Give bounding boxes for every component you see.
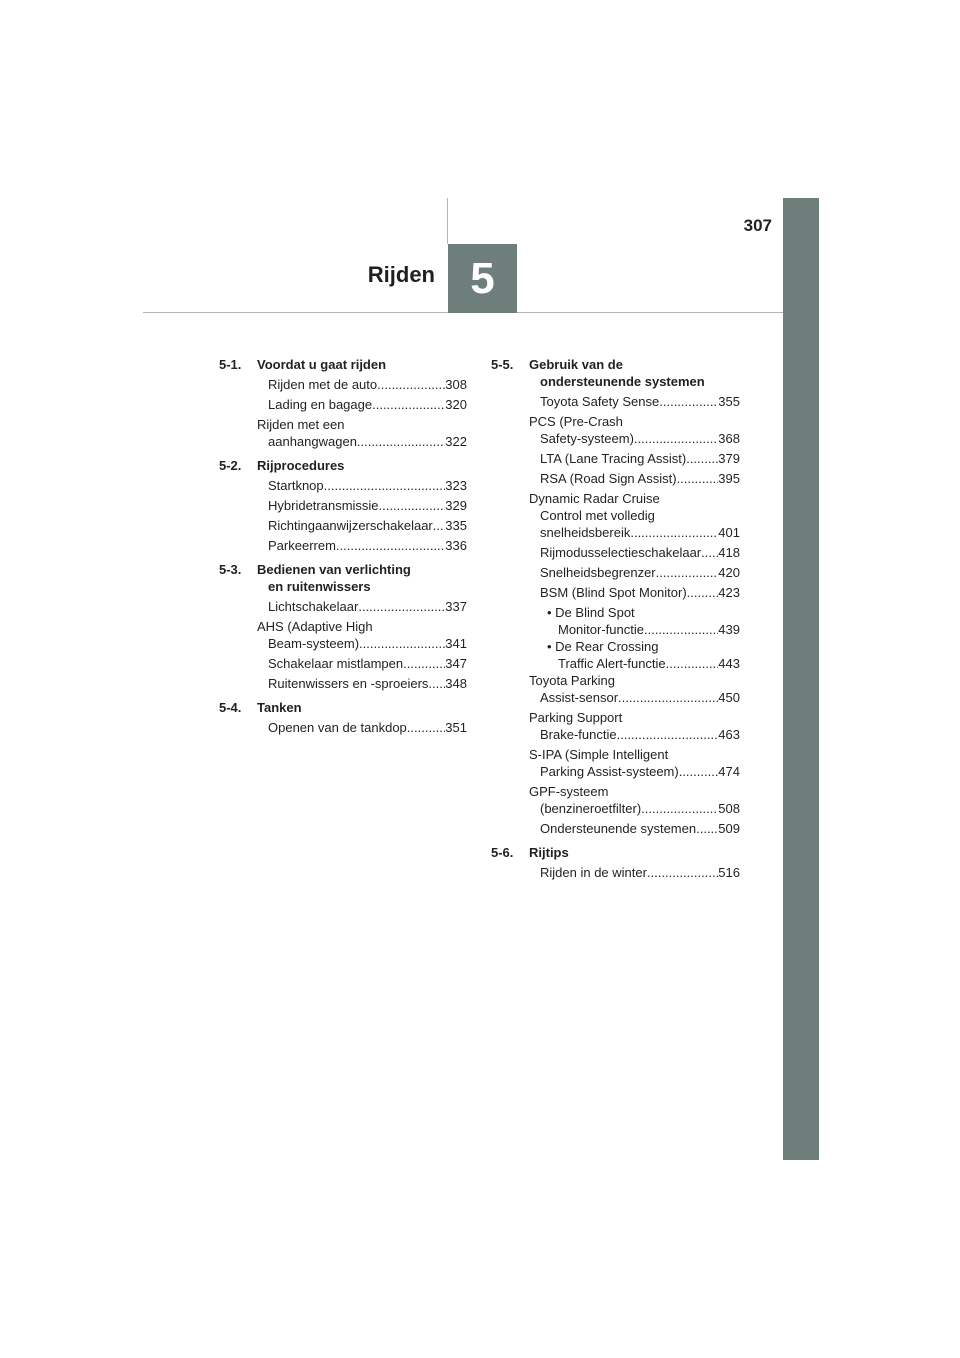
toc-entry-line <box>540 820 740 837</box>
toc-entry[interactable] <box>491 470 740 487</box>
toc-entry[interactable] <box>219 655 467 672</box>
toc-entry-page: 323 <box>445 478 467 493</box>
leader-dots <box>666 655 719 672</box>
toc-entry-page: 336 <box>445 538 467 553</box>
toc-entry[interactable] <box>491 820 740 837</box>
toc-entry-text <box>257 416 467 450</box>
toc-entry-prefix: Parking Support <box>529 710 623 725</box>
toc-entry[interactable] <box>219 618 467 652</box>
toc-section <box>491 844 740 881</box>
leader-dots <box>357 433 445 450</box>
toc-entry-label: Ondersteunende systemen <box>540 821 697 836</box>
toc-entry-line <box>268 655 467 672</box>
toc-entry-page: 329 <box>445 498 467 513</box>
toc-entry-page: 508 <box>718 801 740 816</box>
chapter-title: Rijden <box>367 262 435 287</box>
toc-entry-prefix: GPF-systeem <box>529 784 609 799</box>
section-number: 5-6. <box>491 845 514 860</box>
toc-entry-text <box>529 746 740 780</box>
toc-entry-line <box>540 450 740 467</box>
toc-entry[interactable] <box>491 490 740 541</box>
toc-entry-text <box>257 598 467 615</box>
toc-entry-label: Beam-systeem) <box>268 636 360 651</box>
toc-section <box>491 356 740 837</box>
toc-entry[interactable] <box>491 450 740 467</box>
toc-entry-text <box>538 638 740 672</box>
toc-section <box>219 356 467 450</box>
toc-entry-text <box>529 544 740 561</box>
toc-entry-line <box>540 430 740 447</box>
toc-entry-label: Lichtschakelaar <box>268 599 359 614</box>
toc-entry-text <box>529 783 740 817</box>
leader-dots <box>403 655 445 672</box>
toc-entry-label: Ruitenwissers en -sproeiers <box>268 676 429 691</box>
toc-section <box>219 561 467 692</box>
toc-entry-page: 401 <box>718 525 740 540</box>
toc-entry-line <box>540 470 740 487</box>
toc-entry-line <box>268 517 467 534</box>
toc-entry-text <box>529 864 740 881</box>
leader-dots <box>372 396 445 413</box>
toc-entry-line <box>540 726 740 743</box>
toc-entry[interactable] <box>491 564 740 581</box>
toc-entry[interactable] <box>491 604 740 638</box>
section-title: Rijtips <box>529 845 569 860</box>
toc-entry[interactable] <box>491 783 740 817</box>
section-heading <box>219 457 467 474</box>
leader-dots <box>677 470 719 487</box>
section-title: Voordat u gaat rijden <box>257 357 387 372</box>
toc-section <box>219 699 467 736</box>
toc-entry-text <box>529 672 740 706</box>
toc-entry-text <box>538 604 740 638</box>
toc-entry-page: 474 <box>718 764 740 779</box>
leader-dots <box>379 497 446 514</box>
toc-entry[interactable] <box>491 584 740 601</box>
toc-entry-line <box>540 393 740 410</box>
leader-dots <box>377 376 445 393</box>
toc-entry-text <box>529 820 740 837</box>
toc-entry-label: Traffic Alert-functie <box>558 656 666 671</box>
toc-entry-label: Openen van de tankdop <box>268 720 407 735</box>
toc-entry-page: 320 <box>445 397 467 412</box>
leader-dots <box>641 800 718 817</box>
leader-dots <box>358 598 445 615</box>
toc-entry-text <box>529 413 740 447</box>
toc-entry[interactable] <box>219 497 467 514</box>
toc-entry[interactable] <box>491 864 740 881</box>
toc-entry-label: Schakelaar mistlampen <box>268 656 404 671</box>
toc-entry-text <box>529 490 740 541</box>
toc-entry-text <box>529 393 740 410</box>
section-heading <box>491 356 740 390</box>
toc-entry-line <box>540 689 740 706</box>
toc-entry-prefix: Rijden met een <box>257 417 345 432</box>
toc-entry-label: snelheidsbereik <box>540 525 631 540</box>
section-title: Tanken <box>257 700 302 715</box>
toc-entry-text <box>257 675 467 692</box>
section-title: Gebruik van de ondersteunende systemen <box>529 357 705 389</box>
toc-entry-page: 395 <box>718 471 740 486</box>
toc-entry-text <box>257 396 467 413</box>
toc-entry-label: Safety-systeem) <box>540 431 634 446</box>
toc-entry[interactable] <box>491 393 740 410</box>
toc-entry-page: 516 <box>718 865 740 880</box>
toc-entry-label: BSM (Blind Spot Monitor) <box>540 585 687 600</box>
toc-entry-label: (benzineroetfilter) <box>540 801 642 816</box>
section-number: 5-1. <box>219 357 242 372</box>
toc-entry-prefix: Dynamic Radar Cruise Control met volledig <box>529 491 660 523</box>
toc-entry-text <box>257 655 467 672</box>
toc-entry-page: 450 <box>718 690 740 705</box>
toc-entry[interactable] <box>491 544 740 561</box>
toc-entry[interactable] <box>219 396 467 413</box>
toc-entry-prefix: Toyota Parking <box>529 673 615 688</box>
toc-entry-page: 509 <box>718 821 740 836</box>
toc-entry-page: 348 <box>445 676 467 691</box>
toc-entry-line <box>268 719 467 736</box>
leader-dots <box>647 864 718 881</box>
toc-entry-label: Toyota Safety Sense <box>540 394 660 409</box>
toc-entry[interactable] <box>219 477 467 494</box>
toc-entry-prefix: S-IPA (Simple Intelligent <box>529 747 669 762</box>
toc-entry-text <box>529 709 740 743</box>
leader-dots <box>659 393 718 410</box>
toc-entry-label: Rijmodusselectieschakelaar <box>540 545 702 560</box>
toc-entry-line <box>268 433 467 450</box>
toc-entry-label: Rijden met de auto <box>268 377 378 392</box>
toc-entry-text <box>529 584 740 601</box>
toc-entry-prefix: • De Rear Crossing <box>547 639 659 654</box>
section-heading <box>491 844 740 861</box>
toc-left-column <box>219 356 467 743</box>
toc-entry-prefix: AHS (Adaptive High <box>257 619 373 634</box>
toc-entry-label: Brake-functie <box>540 727 617 742</box>
toc-entry[interactable] <box>491 672 740 706</box>
leader-dots <box>407 719 446 736</box>
toc-section <box>219 457 467 554</box>
toc-entry-text <box>257 497 467 514</box>
toc-entry-line <box>268 497 467 514</box>
leader-dots <box>679 763 719 780</box>
toc-entry-page: 420 <box>718 565 740 580</box>
toc-entry[interactable] <box>491 746 740 780</box>
section-heading <box>219 561 467 595</box>
toc-entry[interactable] <box>219 598 467 615</box>
toc-entry-page: 337 <box>445 599 467 614</box>
leader-dots <box>644 621 718 638</box>
toc-entry-page: 322 <box>445 434 467 449</box>
toc-entry-page: 423 <box>718 585 740 600</box>
leader-dots <box>656 564 719 581</box>
toc-entry-label: Assist-sensor <box>540 690 619 705</box>
toc-entry-text <box>257 517 467 534</box>
leader-dots <box>696 820 718 837</box>
toc-entry-label: Startknop <box>268 478 324 493</box>
toc-entry-line <box>558 655 740 672</box>
toc-entry-page: 418 <box>718 545 740 560</box>
toc-entry-text <box>257 618 467 652</box>
toc-entry-label: RSA (Road Sign Assist) <box>540 471 677 486</box>
toc-entry-line <box>540 800 740 817</box>
section-heading <box>219 356 467 373</box>
toc-entry-line <box>268 376 467 393</box>
leader-dots <box>428 675 445 692</box>
toc-entry-label: Hybridetransmissie <box>268 498 379 513</box>
toc-entry-label: Richtingaanwijzerschakelaar <box>268 518 433 533</box>
toc-entry-text <box>257 477 467 494</box>
toc-entry-line <box>540 864 740 881</box>
toc-entry-page: 379 <box>718 451 740 466</box>
leader-dots <box>324 477 446 494</box>
leader-dots <box>359 635 445 652</box>
section-heading <box>219 699 467 716</box>
section-number: 5-5. <box>491 357 514 372</box>
leader-dots <box>630 524 718 541</box>
toc-entry-label: aanhangwagen <box>268 434 357 449</box>
toc-entry-text <box>257 719 467 736</box>
leader-dots <box>336 537 445 554</box>
section-number: 5-3. <box>219 562 242 577</box>
toc-right-column <box>491 356 740 888</box>
leader-dots <box>634 430 718 447</box>
toc-entry[interactable] <box>219 719 467 736</box>
toc-entry-page: 335 <box>445 518 467 533</box>
toc-entry-prefix: PCS (Pre-Crash <box>529 414 623 429</box>
toc-entry-page: 463 <box>718 727 740 742</box>
toc-entry-line <box>558 621 740 638</box>
toc-entry-label: Monitor-functie <box>558 622 644 637</box>
toc-entry-line <box>540 544 740 561</box>
toc-entry-line <box>540 584 740 601</box>
toc-entry-page: 355 <box>718 394 740 409</box>
leader-dots <box>686 450 718 467</box>
toc-entry-line <box>268 598 467 615</box>
toc-entry[interactable] <box>491 413 740 447</box>
section-title: Bedienen van verlichting en ruitenwissers <box>257 562 411 594</box>
toc-entry-line <box>540 564 740 581</box>
section-title: Rijprocedures <box>257 458 345 473</box>
page-number: 307 <box>743 216 772 235</box>
toc-entry-label: Rijden in de winter <box>540 865 647 880</box>
toc-entry[interactable] <box>491 638 740 672</box>
section-number: 5-4. <box>219 700 242 715</box>
leader-dots <box>618 689 718 706</box>
toc-entry[interactable] <box>219 675 467 692</box>
toc-entry-text <box>529 470 740 487</box>
toc-entry-label: Snelheidsbegrenzer <box>540 565 656 580</box>
section-number: 5-2. <box>219 458 242 473</box>
toc-entry-page: 439 <box>718 622 740 637</box>
toc-entry[interactable] <box>219 416 467 450</box>
toc-entry-label: LTA (Lane Tracing Assist) <box>540 451 687 466</box>
toc-entry-page: 341 <box>445 636 467 651</box>
leader-dots <box>433 517 446 534</box>
toc-entry-text <box>529 564 740 581</box>
chapter-number-box: 5 <box>448 244 517 313</box>
toc-entry-page: 308 <box>445 377 467 392</box>
toc-entry-text <box>257 537 467 554</box>
leader-dots <box>617 726 719 743</box>
leader-dots <box>701 544 718 561</box>
toc-entry[interactable] <box>219 376 467 393</box>
toc-entry-page: 443 <box>718 656 740 671</box>
toc-entry-label: Lading en bagage <box>268 397 373 412</box>
toc-entry-page: 368 <box>718 431 740 446</box>
toc-entry-line <box>268 477 467 494</box>
toc-entry[interactable] <box>219 537 467 554</box>
toc-entry-line <box>268 635 467 652</box>
toc-entry-line <box>268 396 467 413</box>
toc-entry-text <box>257 376 467 393</box>
toc-entry-line <box>540 524 740 541</box>
leader-dots <box>687 584 719 601</box>
toc-entry-prefix: • De Blind Spot <box>547 605 635 620</box>
toc-entry-line <box>268 675 467 692</box>
toc-entry-page: 347 <box>445 656 467 671</box>
header-vertical-rule <box>447 198 448 244</box>
toc-entry-line <box>268 537 467 554</box>
toc-entry-page: 351 <box>445 720 467 735</box>
toc-entry-label: Parkeerrem <box>268 538 336 553</box>
toc-entry-label: Parking Assist-systeem) <box>540 764 679 779</box>
chapter-side-tab <box>783 198 819 1160</box>
toc-entry[interactable] <box>491 709 740 743</box>
toc-entry[interactable] <box>219 517 467 534</box>
toc-entry-text <box>529 450 740 467</box>
toc-entry-line <box>540 763 740 780</box>
